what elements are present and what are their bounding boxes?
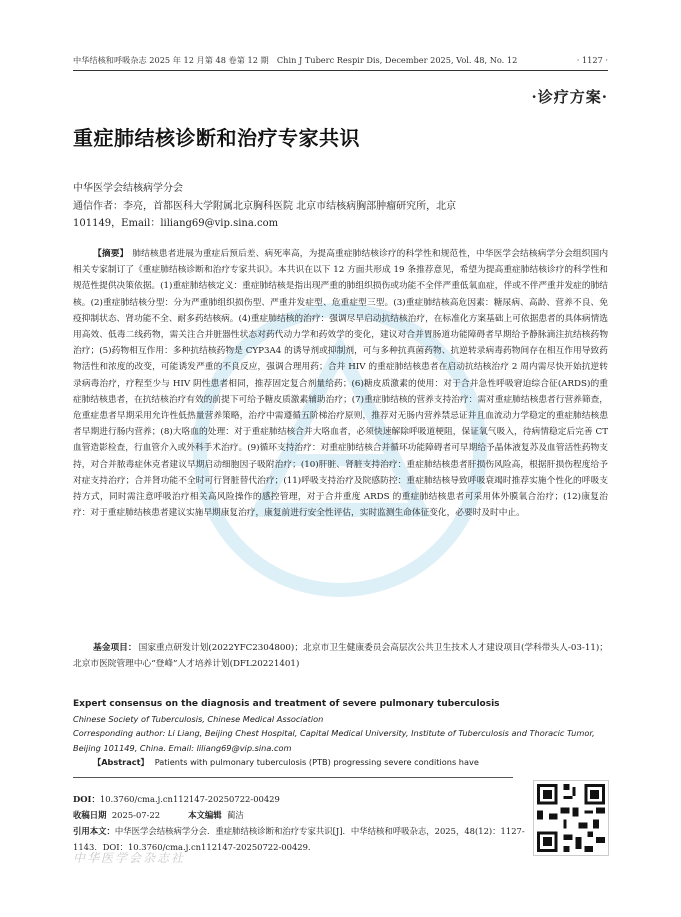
doi-line <box>73 791 608 807</box>
corresponding-author-line2: 101149，Email：liliang69@vip.sina.com <box>73 218 279 229</box>
english-title: Expert consensus on the diagnosis and treatment of severe pulmonary tuberculosis <box>73 699 500 709</box>
doi-label: DOI： <box>73 794 100 804</box>
cite-label: 引用本文： <box>73 826 115 836</box>
english-corresponding: Corresponding author: Li Liang, Beijing Chest Hospital, Capital Medical University, Institute of Tuberculosis and Thoracic Tumor, Beijing 101149, China. Email: liliang69@vip.sina.com <box>73 728 595 753</box>
abstract-label: 【摘要】 <box>93 249 129 259</box>
qr-code-icon[interactable] <box>533 780 609 856</box>
editor-name: 蔺洁 <box>226 810 244 820</box>
editor-label: 本文编辑 <box>188 810 222 820</box>
author-block <box>73 180 608 233</box>
abstract-text: 肺结核患者进展为重症后预后差、病死率高，为提高重症肺结核诊疗的科学性和规范性，中华医学会结核病学分会组织国内相关专家制订了《重症肺结核诊断和治疗专家共识》。本共识在以下 12 方面共形成 19 条推荐意见，希望为提高重症肺结核诊疗的科学性和规范性提供决策依据。(1)重症肺结核定义：重症肺结核是指出现严重的肺组织损伤或功能不全伴严重低氧血症，伴或不伴严重并发症的肺结核。(2)重症肺结核分型：分为严重肺组织损伤型、严重并发症型、危重症型三型。(3)重症肺结核高危因素：糖尿病、高龄、营养不良、免疫抑制状态、肾功能不全、耐多药结核病。(4)重症肺结核的治疗：强调尽早启动抗结核治疗，在标准化方案基础上可依据患者的具体病情选用高效、低毒二线药物，需关注合并脏器性状态对药代动力学和药效学的变化，建议对合并胃肠道功能障碍者早期给予静脉滴注抗结核药物治疗；(5)药物相互作用：多种抗结核药物是 CYP3A4 的诱导剂或抑制剂，可与多种抗真菌药物、抗逆转录病毒药物间存在相互作用导致药物活性和浓度的改变，可能诱发严重的不良反应，强调合理用药；合并 HIV 的重症肺结核患者在启动抗结核治疗 2 周内需尽快开始抗逆转录病毒治疗，疗程至少与 HIV 阴性患者相同，推荐固定复合剂量给药；(6)糖皮质激素的使用：对于合并急性呼吸窘迫综合征(ARDS)的重症肺结核患者，在抗结核治疗有效的前提下可给予糖皮质激素辅助治疗；(7)重症肺结核的营养支持治疗：需对重症肺结核患者行营养筛查，危重症患者早期采用允许性低热量营养策略，治疗中需遵循五阶梯治疗原则，推荐对无肠内营养禁忌证并且血流动力学稳定的重症肺结核患者早期进行肠内营养；(8)大咯血的处理：对于重症肺结核合并大咯血者，必须快速解除呼吸道梗阻，保证氧气吸入，待病情稳定后完善 CT 血管造影检查，行血管介入或外科手术治疗。(9)循环支持治疗：对重症肺结核合并循环功能障碍者可早期给予晶体液复苏及血管活性药物支持，对合并脓毒症休克者建议早期启动细胞因子吸附治疗；(10)肝脏、肾脏支持治疗：重症肺结核患者肝损伤风险高，根据肝损伤程度给予对症支持治疗；合并肾功能不全时可行肾脏替代治疗；(11)呼吸支持治疗及院感防控：重症肺结核导致呼吸衰竭时推荐实施个性化的呼吸支持方式，同时需注意呼吸治疗相关高风险操作的感控管理，对于合并重度 ARDS 的重症肺结核患者可采用体外膜氧合治疗；(12)康复治疗：对于重症肺结核患者建议实施早期康复治疗，康复前进行安全性评估，实时监测生命体征变化，必要时及时中止。 <box>73 249 609 519</box>
english-society: Chinese Society of Tuberculosis, Chinese Medical Association <box>73 714 324 725</box>
abstract-cn <box>73 246 608 521</box>
page-number: · 1127 · <box>576 55 608 65</box>
publisher-logo <box>73 849 353 865</box>
received-date: 2025-07-22 <box>111 810 161 820</box>
corresponding-author-line1: 通信作者：李亮，首都医科大学附属北京胸科医院 北京市结核病胸部肿瘤研究所，北京 <box>73 200 457 212</box>
english-abstract-text: Patients with pulmonary tuberculosis (PTB) progressing severe conditions have <box>154 756 479 767</box>
funding-text: 国家重点研发计划(2022YFC2304800)；北京市卫生健康委员会高层次公共卫生技术人才建设项目(学科带头人-03-11)；北京市医院管理中心“登峰”人才培养计划(DFL20221401) <box>73 643 608 670</box>
meta-rule <box>73 777 513 778</box>
section-tag: ·诊疗方案· <box>531 88 608 106</box>
doi-link[interactable]: 10.3760/cma.j.cn112147-20250722-00429 <box>99 794 280 804</box>
english-abstract-start <box>73 755 608 769</box>
article-meta <box>73 791 608 855</box>
running-head <box>73 55 608 66</box>
funding-label: 基金项目： <box>93 643 137 653</box>
english-abstract <box>73 697 608 769</box>
author-society: 中华医学会结核病学分会 <box>73 183 183 194</box>
cite-text: 中华医学会结核病学分会．重症肺结核诊断和治疗专家共识[J]．中华结核和呼吸杂志，2025，48(12)：1127-1143．DOI：10.3760/cma.j.cn112147-20250722-00429. <box>73 826 525 852</box>
received-line <box>73 807 608 823</box>
received-label: 收稿日期 <box>73 810 107 820</box>
english-abstract-label: 【Abstract】 <box>93 756 149 767</box>
article-title: 重症肺结核诊断和治疗专家共识 <box>73 126 360 150</box>
funding <box>73 640 608 672</box>
header-rule <box>73 70 608 71</box>
journal-citation-line: 中华结核和呼吸杂志 2025 年 12 月第 48 卷第 12 期 Chin J Tuberc Respir Dis, December 2025, Vol. 48, No. 12 <box>73 55 518 65</box>
publisher-logo-text: 中华医学会杂志社 <box>73 851 186 865</box>
